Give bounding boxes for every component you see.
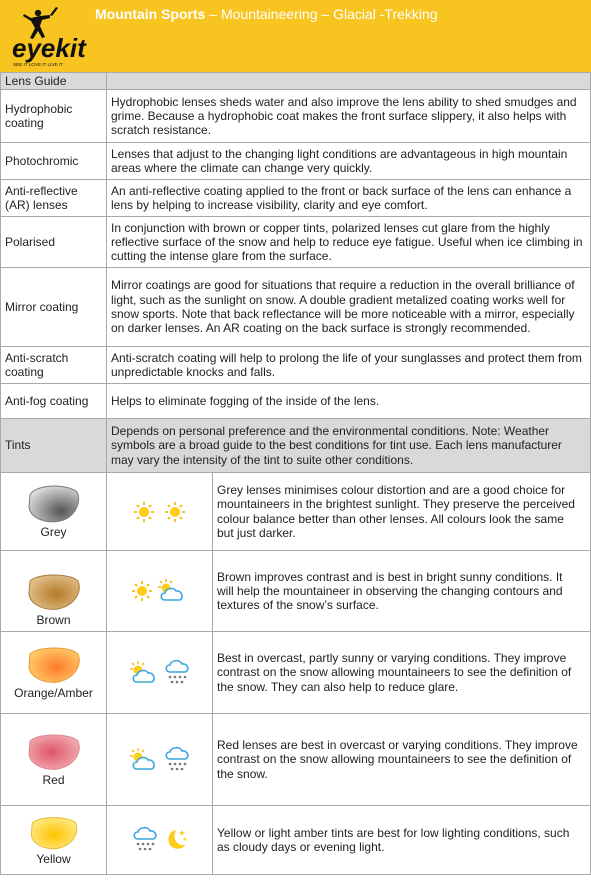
tint-description: Red lenses are best in overcast or varying conditions. They improve contrast on the snow allowing mountaineers to see the definition of the snow. — [213, 714, 591, 806]
sun-cloud-icon — [128, 747, 160, 773]
row-label: Polarised — [1, 217, 107, 268]
row-label: Hydrophobic coating — [1, 90, 107, 143]
table-row — [1, 384, 591, 419]
weather-cell — [107, 632, 213, 714]
tints-description: Depends on personal preference and the environmental conditions. Note: Weather symbols are a broad guide to the best conditions for tint use. Each lens manufacturer may vary the intensity of the tint to suite other conditions. — [107, 419, 591, 473]
row-label: Mirror coating — [1, 268, 107, 347]
tint-row-grey — [1, 473, 591, 551]
row-description: Hydrophobic lenses sheds water and also improve the lens ability to shed smudges and grime. Because a hydrophobic coat makes the front surface slippery, it also helps with scratch resistance. — [107, 90, 591, 143]
page-title — [95, 6, 438, 22]
table-row — [1, 268, 591, 347]
lens-guide-header: Lens Guide — [1, 73, 107, 90]
table-row — [1, 347, 591, 384]
table-row — [1, 217, 591, 268]
table-row — [1, 180, 591, 217]
row-description: Mirror coatings are good for situations that require a reduction in the overall brilliance of light, such as the sunlight on snow. A double gradient metalized coating works well for snow sports. Note that back reflectance will be more noticeable with a mirror, especially on darker lenses. An AR coating on the back surface is strongly recommended. — [107, 268, 591, 347]
row-label: Anti-reflective (AR) lenses — [1, 180, 107, 217]
tint-description: Brown improves contrast and is best in bright sunny conditions. It will help the mountaineer in observing the changing contours and textures of the snow’s surface. — [213, 551, 591, 632]
row-description: An anti-reflective coating applied to the front or back surface of the lens can enhance a lens by helping to increase visibility, clarity and eye comfort. — [107, 180, 591, 217]
tint-name: Yellow — [36, 851, 71, 866]
rain-cloud-icon — [131, 825, 159, 855]
row-description: Lenses that adjust to the changing light conditions are advantageous in high mountain areas where the climate can change very quickly. — [107, 143, 591, 180]
brown-lens-icon — [24, 571, 84, 613]
tints-label: Tints — [1, 419, 107, 473]
tint-description: Best in overcast, partly sunny or varying conditions. They improve contrast on the snow allowing mountaineers to see the definition of the snow. They can also help to reduce glare. — [213, 632, 591, 714]
row-label: Anti-scratch coating — [1, 347, 107, 384]
row-label: Photochromic — [1, 143, 107, 180]
grey-lens-icon — [24, 483, 84, 525]
tint-name: Orange/Amber — [14, 686, 93, 701]
tint-lens-cell — [1, 806, 107, 875]
title-bold: Mountain Sports — [95, 6, 206, 22]
table-header-row — [1, 73, 591, 90]
tint-name: Red — [42, 773, 65, 788]
tint-row-orange-amber — [1, 632, 591, 714]
row-label: Anti-fog coating — [1, 384, 107, 419]
sun-cloud-icon — [128, 660, 160, 686]
sun-icon — [133, 501, 155, 523]
header-banner — [0, 0, 591, 72]
row-description: Anti-scratch coating will help to prolong the life of your sunglasses and protect them from unpredictable knocks and falls. — [107, 347, 591, 384]
weather-cell — [107, 551, 213, 632]
weather-cell — [107, 714, 213, 806]
tint-row-brown — [1, 551, 591, 632]
tints-row — [1, 419, 591, 473]
svg-text:eyekit: eyekit — [12, 33, 86, 63]
tint-lens-cell — [1, 473, 107, 551]
header-blank — [107, 73, 591, 90]
lens-guide-table — [0, 72, 591, 875]
red-lens-icon — [24, 731, 84, 773]
tint-name: Brown — [36, 612, 71, 627]
table-row — [1, 143, 591, 180]
rain-cloud-icon — [163, 745, 191, 775]
table-row — [1, 90, 591, 143]
sun-icon — [131, 580, 153, 602]
weather-cell — [107, 806, 213, 875]
orange-lens-icon — [24, 644, 84, 686]
tint-lens-cell — [1, 551, 107, 632]
tint-description: Grey lenses minimises colour distortion and are a good choice for mountaineers in the brightest sunlight. They preserve the perceived colour balance better than other lenses. All colours look the same but just darker. — [213, 473, 591, 551]
row-description: In conjunction with brown or copper tints, polarized lenses cut glare from the highly reflective surface of the snow and help to reduce eye fatigue. Useful when ice climbing in cutting the intense glare from the surface. — [107, 217, 591, 268]
eyekit-logo — [4, 4, 90, 68]
row-description: Helps to eliminate fogging of the inside of the lens. — [107, 384, 591, 419]
moon-icon — [162, 826, 188, 854]
weather-cell — [107, 473, 213, 551]
tint-name: Grey — [40, 525, 67, 540]
yellow-lens-icon — [26, 814, 82, 852]
tint-description: Yellow or light amber tints are best for low lighting conditions, such as cloudy days or evening light. — [213, 806, 591, 875]
rain-cloud-icon — [163, 658, 191, 688]
title-rest: – Mountaineering – Glacial -Trekking — [205, 6, 438, 22]
tint-row-yellow — [1, 806, 591, 875]
tint-row-red — [1, 714, 591, 806]
tint-lens-cell — [1, 714, 107, 806]
svg-text:SEE IT LOVE IT LIVE IT: SEE IT LOVE IT LIVE IT — [13, 62, 63, 67]
sun-cloud-icon — [156, 578, 188, 604]
sun-icon — [164, 501, 186, 523]
tint-lens-cell — [1, 632, 107, 714]
